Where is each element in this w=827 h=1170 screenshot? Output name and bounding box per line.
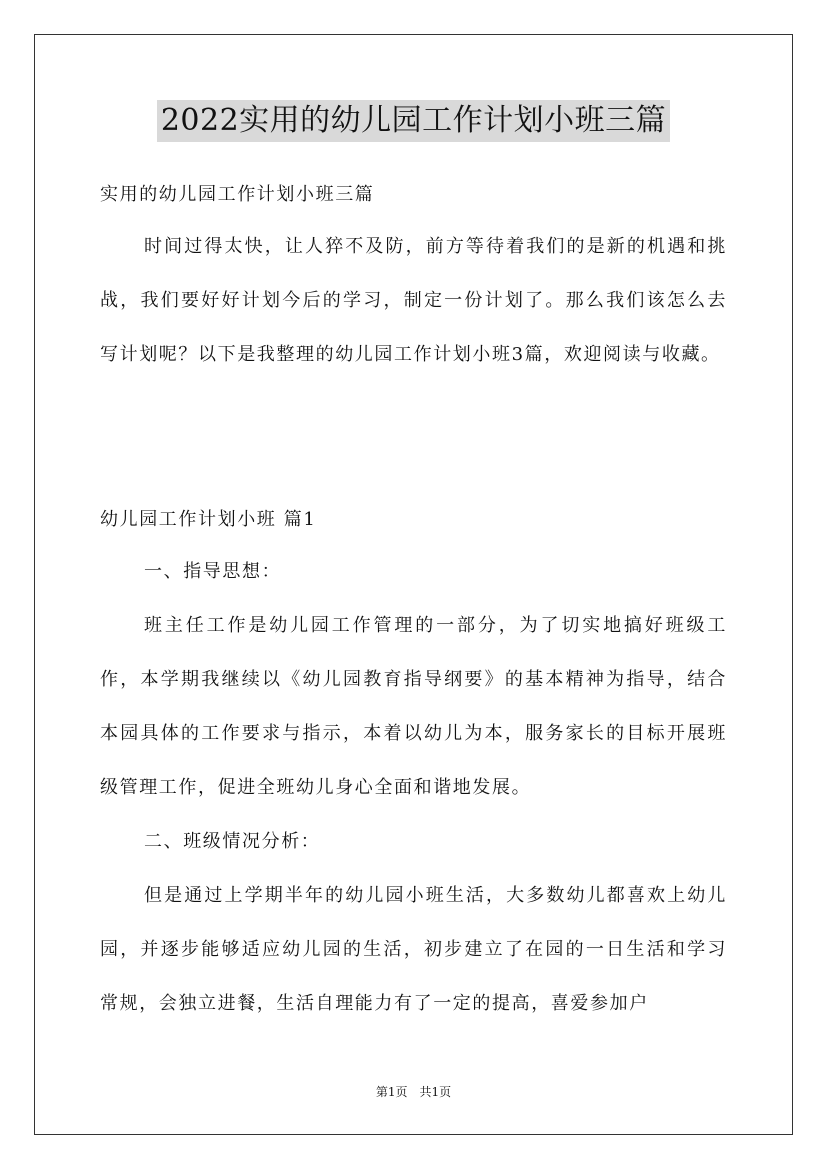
intro-paragraph: 时间过得太快，让人猝不及防，前方等待着我们的是新的机遇和挑战，我们要好好计划今后的学习，制定一份计划了。那么我们该怎么去写计划呢？以下是我整理的幼儿园工作计划小班3篇，欢迎阅读与收藏。 bbox=[100, 236, 727, 365]
subtitle-block bbox=[100, 168, 727, 222]
document-subtitle: 实用的幼儿园工作计划小班三篇 bbox=[100, 184, 375, 205]
title-container bbox=[0, 100, 827, 142]
paragraph-guiding-thought: 班主任工作是幼儿园工作管理的一部分，为了切实地搞好班级工作，本学期我继续以《幼儿园教育指导纲要》的基本精神为指导，结合本园具体的工作要求与指示，本着以幼儿为本，服务家长的目标开展班级管理工作，促进全班幼儿身心全面和谐地发展。 bbox=[100, 615, 727, 798]
heading-class-analysis: 二、班级情况分析： bbox=[144, 831, 321, 852]
paragraph-class-analysis: 但是通过上学期半年的幼儿园小班生活，大多数幼儿都喜欢上幼儿园，并逐步能够适应幼儿园的生活，初步建立了在园的一日生活和学习常规，会独立进餐，生活自理能力有了一定的提高，喜爱参加户 bbox=[100, 885, 727, 1014]
section-body bbox=[100, 545, 727, 1031]
page-number: 第1页 共1页 bbox=[375, 1085, 452, 1099]
page-footer bbox=[0, 1083, 827, 1100]
section-title-block bbox=[100, 493, 727, 547]
section-title: 幼儿园工作计划小班 篇1 bbox=[100, 509, 317, 530]
heading-guiding-thought: 一、指导思想： bbox=[144, 561, 282, 582]
intro-block bbox=[100, 220, 727, 382]
document-title: 2022实用的幼儿园工作计划小班三篇 bbox=[157, 100, 670, 142]
